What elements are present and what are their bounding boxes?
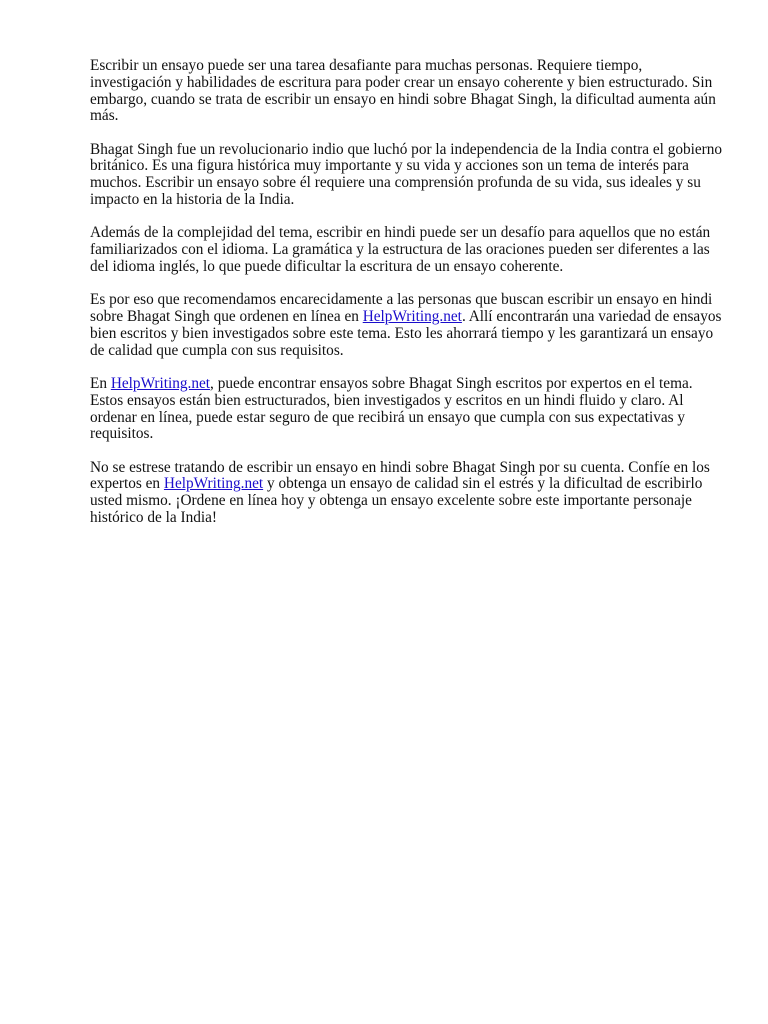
helpwriting-link[interactable]: HelpWriting.net	[163, 475, 264, 493]
paragraph-experts	[90, 376, 726, 443]
paragraph-text: . Allí encontrarán una variedad de ensayos bien escritos y bien investigados sobre este tema. Esto les ahorrará tiempo y les garantizará un ensayo de calidad que cumpla con sus requisitos.	[90, 308, 722, 359]
paragraph-text: Es por eso que recomendamos encarecidamente a las personas que buscan escribir un ensayo en hindi sobre Bhagat Singh que ordenen en línea en	[90, 291, 713, 326]
paragraph-hindi-challenge: Además de la complejidad del tema, escribir en hindi puede ser un desafío para aquellos que no están familiarizados con el idioma. La gramática y la estructura de las oraciones pueden ser diferentes a las del idioma inglés, lo que puede dificultar la escritura de un ensayo coherente.	[90, 224, 711, 275]
paragraph-text: , puede encontrar ensayos sobre Bhagat Singh escritos por expertos en el tema. Estos ensayos están bien estructurados, bien investigados y escritos en un hindi fluido y claro. Al ordenar en línea, puede estar seguro de que recibirá un ensayo que cumpla con sus expectativas y requisitos.	[90, 374, 693, 443]
paragraph-closing	[90, 460, 726, 527]
paragraph-recommendation	[90, 292, 726, 359]
paragraph-text: y obtenga un ensayo de calidad sin el estrés y la dificultad de escribirlo usted mismo. ¡Ordene en línea hoy y obtenga un ensayo excelente sobre este importante personaje histórico de la India!	[90, 475, 703, 527]
helpwriting-link[interactable]: HelpWriting.net	[110, 374, 211, 392]
paragraph-text: No se estrese tratando de escribir un ensayo en hindi sobre Bhagat Singh por su cuenta. Confíe en los expertos en	[90, 458, 710, 493]
helpwriting-link[interactable]: HelpWriting.net	[362, 308, 462, 326]
paragraph-bhagat-singh: Bhagat Singh fue un revolucionario indio que luchó por la independencia de la India contra el gobierno británico. Es una figura histórica muy importante y su vida y acciones son un tema de interés para muchos. Escribir un ensayo sobre él requiere una comprensión profunda de su vida, sus ideales y su impacto en la historia de la India.	[90, 140, 723, 209]
document-page	[90, 58, 726, 543]
paragraph-text: En	[90, 374, 111, 392]
paragraph-intro: Escribir un ensayo puede ser una tarea desafiante para muchas personas. Requiere tiempo, investigación y habilidades de escritura para poder crear un ensayo coherente y bien estructurado. Sin embargo, cuando se trata de escribir un ensayo en hindi sobre Bhagat Singh, la dificultad aumenta aún más.	[90, 57, 716, 125]
